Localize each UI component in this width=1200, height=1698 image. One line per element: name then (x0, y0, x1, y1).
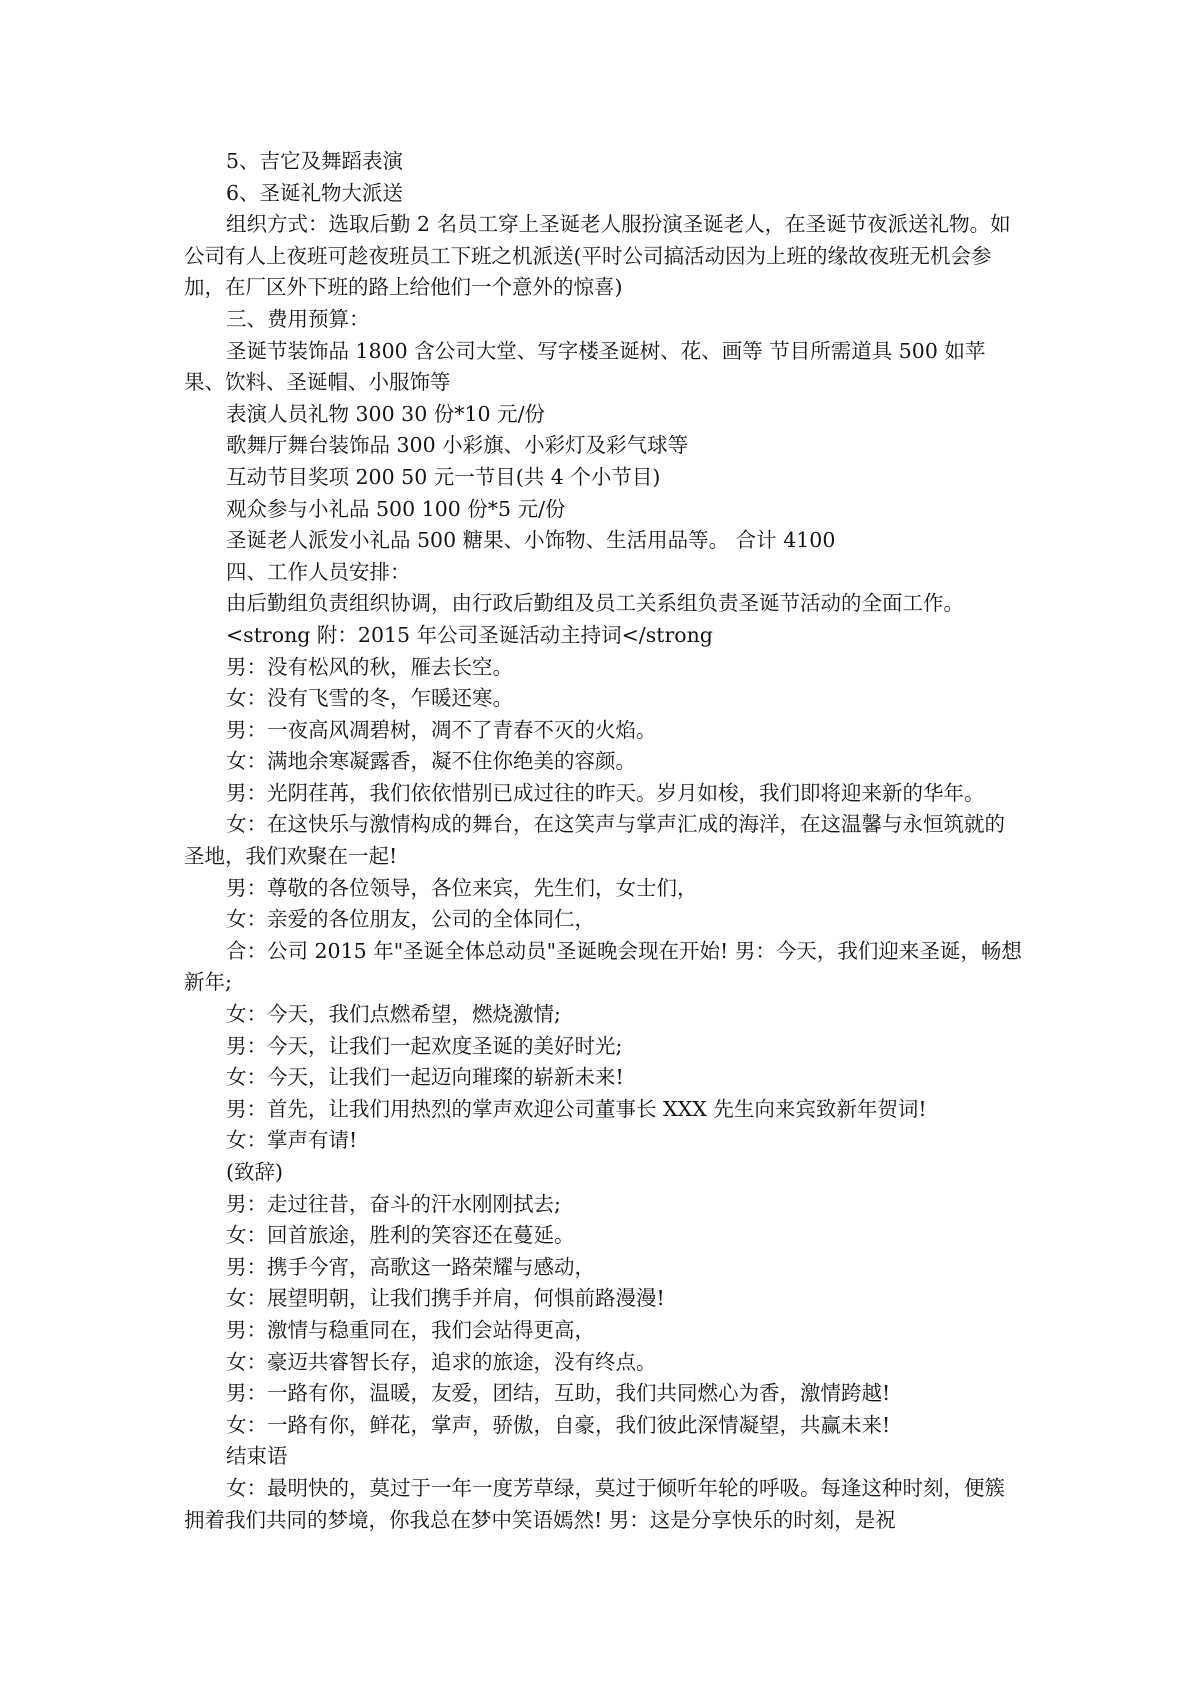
script-line: 男：首先，让我们用热烈的掌声欢迎公司董事长 XXX 先生向来宾致新年贺词! (226, 1096, 927, 1121)
budget-line-decorations: 圣诞节装饰品 1800 含公司大堂、写字楼圣诞树、花、画等 节目所需道具 500 如苹果、饮料、圣诞帽、小服饰等 (184, 338, 986, 395)
script-line: 女：展望明朝，让我们携手并肩，何惧前路漫漫! (226, 1286, 665, 1311)
staffing-paragraph: 由后勤组负责组织协调，由行政后勤组及员工关系组负责圣诞节活动的全面工作。 (226, 591, 964, 616)
document-body (184, 146, 1024, 1536)
script-line: 男：今天，让我们一起欢度圣诞的美好时光; (226, 1033, 623, 1058)
section-heading-staffing: 四、工作人员安排： (226, 559, 411, 584)
script-line: 女：一路有你，鲜花，掌声，骄傲，自豪，我们彼此深情凝望，共赢未来! (226, 1412, 891, 1437)
list-item-performance: 5、吉它及舞蹈表演 (226, 149, 404, 173)
closing-paragraph: 女：最明快的，莫过于一年一度芳草绿，莫过于倾听年轮的呼吸。每逢这种时刻，便簇拥着我们共同的梦境，你我总在梦中笑语嫣然! 男：这是分享快乐的时刻，是祝 (184, 1475, 1005, 1532)
script-line: 女：回首旅途，胜利的笑容还在蔓延。 (226, 1223, 575, 1248)
organization-method-paragraph: 组织方式：选取后勤 2 名员工穿上圣诞老人服扮演圣诞老人，在圣诞节夜派送礼物。如公司有人上夜班可趁夜班员工下班之机派送(平时公司搞活动因为上班的缘故夜班无机会参加，在厂区外下班的路上给他们一个意外的惊喜) (184, 212, 1011, 300)
budget-line-performer-gifts: 表演人员礼物 300 30 份*10 元/份 (226, 401, 546, 426)
script-line: 女：今天，我们点燃希望，燃烧激情; (226, 1002, 561, 1027)
budget-line-audience-gifts: 观众参与小礼品 500 100 份*5 元/份 (226, 496, 566, 521)
script-line: 男：携手今宵，高歌这一路荣耀与感动， (226, 1254, 595, 1279)
script-line: 男：走过往昔，奋斗的汗水刚刚拭去; (226, 1191, 561, 1216)
script-line: 女：今天，让我们一起迈向璀璨的崭新未来! (226, 1065, 624, 1090)
script-line: 女：在这快乐与激情构成的舞台，在这笑声与掌声汇成的海洋，在这温馨与永恒筑就的圣地，我们欢聚在一起! (184, 812, 1005, 869)
script-line: 合：公司 2015 年"圣诞全体总动员"圣诞晚会现在开始! 男：今天，我们迎来圣诞，畅想新年; (184, 938, 1022, 995)
script-line: 女：豪迈共睿智长存，追求的旅途，没有终点。 (226, 1349, 657, 1374)
section-heading-budget: 三、费用预算： (226, 306, 370, 331)
budget-line-interactive-prizes: 互动节目奖项 200 50 元一节目(共 4 个小节目) (226, 464, 661, 489)
script-line: 男：一夜高风凋碧树，凋不了青春不灭的火焰。 (226, 717, 657, 742)
stage-direction: (致辞) (226, 1160, 283, 1184)
script-line: 男：激情与稳重同在，我们会站得更高， (226, 1317, 595, 1342)
script-line: 女：掌声有请! (226, 1128, 358, 1153)
budget-line-stage-decor: 歌舞厅舞台装饰品 300 小彩旗、小彩灯及彩气球等 (226, 433, 689, 458)
appendix-heading: <strong 附：2015 年公司圣诞活动主持词</strong (226, 622, 713, 647)
script-line: 女：没有飞雪的冬，乍暖还寒。 (226, 686, 513, 711)
budget-line-santa-gifts: 圣诞老人派发小礼品 500 糖果、小饰物、生活用品等。 合计 4100 (226, 528, 836, 553)
script-line: 女：满地余寒凝露香，凝不住你绝美的容颜。 (226, 749, 636, 774)
closing-heading: 结束语 (226, 1444, 288, 1469)
script-line: 男：光阴荏苒，我们依依惜别已成过往的昨天。岁月如梭，我们即将迎来新的华年。 (226, 780, 985, 805)
list-item-gift-distribution: 6、圣诞礼物大派送 (226, 180, 404, 205)
script-line: 男：没有松风的秋，雁去长空。 (226, 654, 513, 679)
script-line: 女：亲爱的各位朋友，公司的全体同仁， (226, 907, 595, 932)
script-line: 男：尊敬的各位领导，各位来宾，先生们，女士们， (226, 875, 698, 900)
script-line: 男：一路有你，温暖，友爱，团结，互助，我们共同燃心为香，激情跨越! (226, 1381, 891, 1406)
